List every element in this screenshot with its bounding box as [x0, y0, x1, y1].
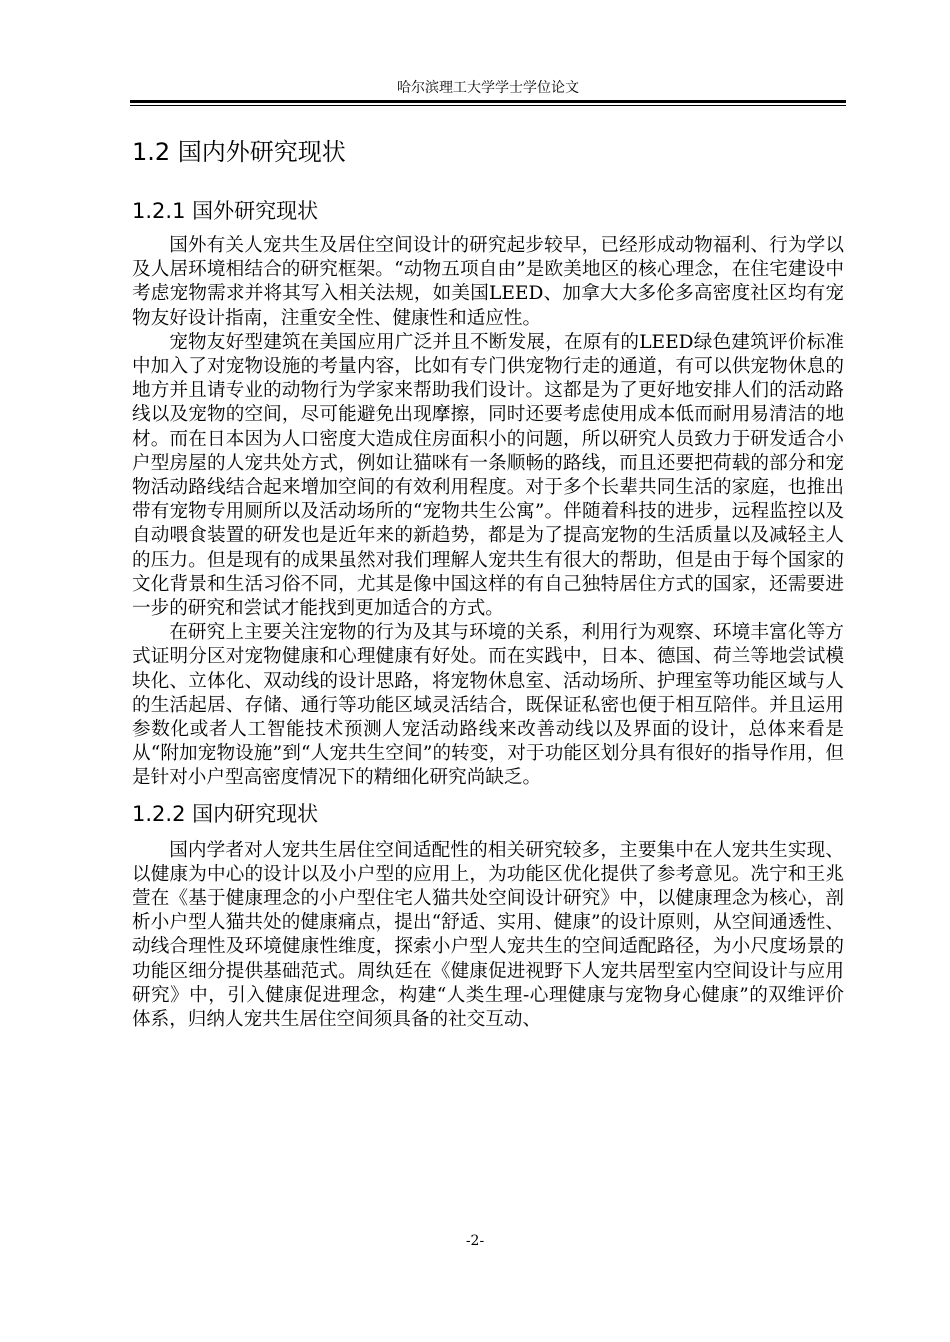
header-rule-thin [130, 105, 846, 106]
paragraph: 宠物友好型建筑在美国应用广泛并且不断发展，在原有的LEED绿色建筑评价标准中加入了对宠物设施的考量内容，比如有专门供宠物行走的通道，有可以供宠物休息的地方并且请专业的动物行为学家来帮助我们设计。这都是为了更好地安排人们的活动路线以及宠物的空间，尽可能避免出现摩擦，同时还要考虑使用成本低而耐用易清洁的地材。而在日本因为人口密度大造成住房面积小的问题，所以研究人员致力于研发适合小户型房屋的人宠共处方式，例如让猫咪有一条顺畅的路线，而且还要把荷载的部分和宠物活动路线结合起来增加空间的有效利用程度。对于多个长辈共同生活的家庭，也推出带有宠物专用厕所以及活动场所的“宠物共生公寓”。伴随着科技的进步，远程监控以及自动喂食装置的研发也是近年来的新趋势，都是为了提高宠物的生活质量以及减轻主人的压力。但是现有的成果虽然对我们理解人宠共生有很大的帮助，但是由于每个国家的文化背景和生活习俗不同，尤其是像中国这样的有自己独特居住方式的国家，还需要进一步的研究和尝试才能找到更加适合的方式。 [132, 331, 844, 620]
page-body [132, 128, 844, 1032]
subsection-heading-foreign: 1.2.1 国外研究现状 [132, 199, 319, 223]
running-header: 哈尔滨理工大学学士学位论文 [397, 80, 579, 96]
subsection-heading-domestic: 1.2.2 国内研究现状 [132, 801, 319, 826]
header-rule-thick [130, 100, 846, 103]
paragraph: 国外有关人宠共生及居住空间设计的研究起步较早，已经形成动物福利、行为学以及人居环境相结合的研究框架。“动物五项自由”是欧美地区的核心理念，在住宅建设中考虑宠物需求并将其写入相关法规，如美国LEED、加拿大大多伦多高密度社区均有宠物友好设计指南，注重安全性、健康性和适应性。 [132, 235, 844, 329]
paragraph: 在研究上主要关注宠物的行为及其与环境的关系，利用行为观察、环境丰富化等方式证明分区对宠物健康和心理健康有好处。而在实践中，日本、德国、荷兰等地尝试模块化、立体化、双动线的设计思路，将宠物休息室、活动场所、护理室等功能区域与人的生活起居、存储、通行等功能区域灵活结合，既保证私密也便于相互陪伴。并且运用参数化或者人工智能技术预测人宠活动路线来改善动线以及界面的设计，总体来看是从“附加宠物设施”到“人宠共生空间”的转变，对于功能区划分具有很好的指导作用，但是针对小户型高密度情况下的精细化研究尚缺乏。 [132, 622, 844, 789]
page-number: -2- [465, 1233, 485, 1249]
paragraph: 国内学者对人宠共生居住空间适配性的相关研究较多，主要集中在人宠共生实现、以健康为中心的设计以及小户型的应用上，为功能区优化提供了参考意见。冼宁和王兆萱在《基于健康理念的小户型住宅人猫共处空间设计研究》中，以健康理念为核心，剖析小户型人猫共处的健康痛点，提出“舒适、实用、健康”的设计原则，从空间通透性、动线合理性及环境健康性维度，探索小户型人宠共生的空间适配路径，为小尺度场景的功能区细分提供基础范式。周纨廷在《健康促进视野下人宠共居型室内空间设计与应用研究》中，引入健康促进理念，构建“人类生理-心理健康与宠物身心健康”的双维评价体系，归纳人宠共生居住空间须具备的社交互动、 [132, 839, 844, 1031]
section-heading: 1.2 国内外研究现状 [132, 138, 346, 166]
